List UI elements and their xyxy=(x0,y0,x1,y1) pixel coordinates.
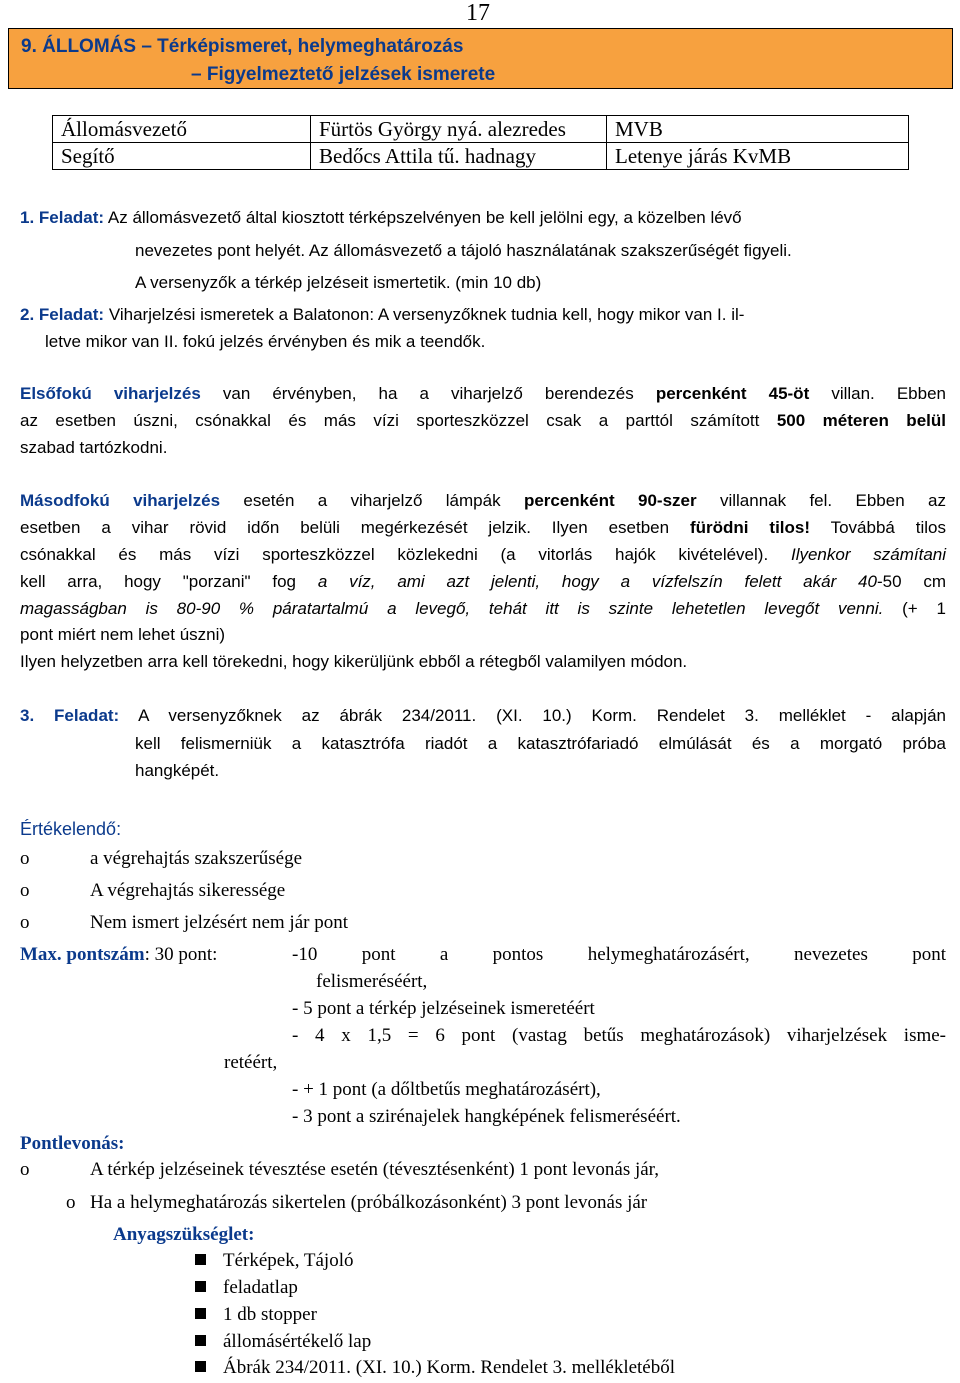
para1-text1: van érvényben, ha a viharjelző berendezés xyxy=(222,384,634,403)
page-number: 17 xyxy=(466,0,490,26)
list-item xyxy=(20,846,302,872)
square-bullet-icon xyxy=(195,1308,206,1319)
staff-name: Bedőcs Attila tű. hadnagy xyxy=(311,143,607,170)
deductions-title: Pontlevonás: xyxy=(20,1133,125,1154)
deduction-item: A térkép jelzéseinek tévesztése esetén (tévesztésenként) 1 pont levonás jár, xyxy=(90,1159,659,1180)
list-item xyxy=(20,1157,659,1183)
task3-line3: hangképét. xyxy=(135,761,220,780)
para2-line6: pont miért nem lehet úszni) xyxy=(20,625,226,644)
para1-bold2: percenként 45-öt xyxy=(655,384,810,403)
deduction-item: Ha a helymeghatározás sikertelen (próbálkozásonként) 3 pont levonás jár xyxy=(90,1192,648,1213)
list-item xyxy=(66,1190,647,1216)
staff-org: Letenye járás KvMB xyxy=(607,143,909,170)
task1 xyxy=(20,205,742,231)
square-bullet-icon xyxy=(195,1335,206,1346)
para2-line3 xyxy=(20,542,946,568)
station-title: 9. ÁLLOMÁS – Térképismeret, helymeghatározás xyxy=(21,36,464,57)
max-line1: -10 pont a pontos helymeghatározásért, nevezetes pont xyxy=(292,944,946,965)
task2-label: 2. Feladat: xyxy=(20,305,105,324)
bullet-marker: o xyxy=(20,1159,30,1180)
station-subtitle: – Figyelmeztető jelzések ismerete xyxy=(191,64,496,85)
max-line4: - + 1 pont (a dőltbetűs meghatározásért), xyxy=(292,1079,601,1100)
para1-bold3: 500 méteren belül xyxy=(776,411,946,430)
material-item: 1 db stopper xyxy=(223,1304,317,1325)
para2-text7: -50 cm xyxy=(876,572,946,591)
evaluation-title: Értékelendő: xyxy=(20,819,122,839)
para2-bold2: percenként 90-szer xyxy=(523,491,697,510)
para2-italic1: Ilyenkor számítani xyxy=(790,545,947,564)
para2-line1 xyxy=(20,488,946,514)
para2-line5 xyxy=(20,596,946,622)
task2 xyxy=(20,302,744,328)
square-bullet-icon xyxy=(195,1361,206,1372)
staff-role: Állomásvezető xyxy=(53,116,311,143)
task3-line2: kell felismerniük a katasztrófa riadót a katasztrófariadó elmúlását és a morgató próba xyxy=(135,734,946,753)
task2-line2: letve mikor van II. fokú jelzés érvényben és mik a teendők. xyxy=(45,332,486,351)
para2-text2: villannak fel. Ebben az xyxy=(719,491,946,510)
list-item xyxy=(20,910,348,936)
task2-line1: Viharjelzési ismeretek a Balatonon: A versenyzőknek tudnia kell, hogy mikor van I. il- xyxy=(108,305,745,324)
list-item xyxy=(195,1248,354,1274)
para1-text3: az esetben úszni, csónakkal és más vízi sporteszközzel csak a parttól számított xyxy=(20,411,760,430)
list-item xyxy=(195,1275,298,1301)
para2-line2 xyxy=(20,515,946,541)
para2-text6: kell arra, hogy "porzani" fog xyxy=(20,572,296,591)
bullet-marker: o xyxy=(66,1192,76,1213)
max-points-text: : 30 pont: xyxy=(144,944,218,965)
staff-name: Fürtös György nyá. alezredes xyxy=(311,116,607,143)
material-item: feladatlap xyxy=(223,1277,298,1298)
materials-title: Anyagszükséglet: xyxy=(113,1224,255,1245)
task3-label: 3. Feladat: xyxy=(20,706,120,725)
table-row xyxy=(53,143,909,170)
para1-bold1: Elsőfokú viharjelzés xyxy=(20,384,201,403)
material-item: Térképek, Tájoló xyxy=(223,1250,354,1271)
para2-italic2: a víz, ami azt jelenti, hogy a vízfelszín felett akár 40 xyxy=(317,572,877,591)
para2-line4 xyxy=(20,569,946,595)
max-line1b: felismeréséért, xyxy=(316,971,428,992)
bullet-marker: o xyxy=(20,912,30,933)
square-bullet-icon xyxy=(195,1281,206,1292)
para2-text1: esetén a viharjelző lámpák xyxy=(243,491,501,510)
staff-role: Segítő xyxy=(53,143,311,170)
max-line3: - 4 x 1,5 = 6 pont (vastag betűs meghatározások) viharjelzések isme- xyxy=(292,1025,946,1046)
staff-table xyxy=(52,115,909,170)
task1-line3: A versenyzők a térkép jelzéseit ismertetik. (min 10 db) xyxy=(135,273,542,292)
para2-text8: (+ 1 xyxy=(902,599,946,618)
para2-line7: Ilyen helyzetben arra kell törekedni, hogy kikerüljünk ebből a rétegből valamilyen módon. xyxy=(20,652,688,671)
material-item: Ábrák 234/2011. (XI. 10.) Korm. Rendelet 3. mellékletéből xyxy=(223,1357,676,1378)
evaluation-item: a végrehajtás szakszerűsége xyxy=(90,848,303,869)
para2-text5: csónakkal és más vízi sporteszközzel közlekedni (a vitorlás hajók kivételével). xyxy=(20,545,769,564)
para1-text2: villan. Ebben xyxy=(831,384,947,403)
para2-italic3: magasságban is 80-90 % páratartalmú a levegő, tehát itt is szinte lehetetlen levegőt venni. xyxy=(20,599,884,618)
table-row xyxy=(53,116,909,143)
list-item xyxy=(195,1355,675,1381)
bullet-marker: o xyxy=(20,880,30,901)
max-line2: - 5 pont a térkép jelzéseinek ismeretéért xyxy=(292,998,595,1019)
evaluation-item: A végrehajtás sikeressége xyxy=(90,880,286,901)
para1-line2 xyxy=(20,408,946,434)
para2-bold3: fürödni tilos! xyxy=(689,518,811,537)
para1-line1 xyxy=(20,381,946,407)
task1-line2: nevezetes pont helyét. Az állomásvezető a tájoló használatának szakszerűségét figyeli. xyxy=(135,241,792,260)
list-item xyxy=(195,1329,371,1355)
list-item xyxy=(20,878,285,904)
task3 xyxy=(20,703,946,729)
task3-line1: A versenyzőknek az ábrák 234/2011. (XI. 10.) Korm. Rendelet 3. melléklet - alapján xyxy=(138,706,946,725)
max-points-bold: Max. pontszám xyxy=(20,944,145,965)
para2-text3: esetben a vihar rövid időn belüli megérkezését jelzik. Ilyen esetben xyxy=(20,518,670,537)
square-bullet-icon xyxy=(195,1254,206,1265)
max-line3b: retéért, xyxy=(224,1052,278,1073)
max-line5: - 3 pont a szirénajelek hangképének felismeréséért. xyxy=(292,1106,681,1127)
para2-bold1: Másodfokú viharjelzés xyxy=(20,491,221,510)
list-item xyxy=(195,1302,317,1328)
max-points-label xyxy=(20,942,217,968)
station-header xyxy=(8,28,953,89)
task1-line1: Az állomásvezető által kiosztott térképszelvényen be kell jelölni egy, a közelben lévő xyxy=(107,208,742,227)
material-item: állomásértékelő lap xyxy=(223,1331,372,1352)
para2-text4: Továbbá tilos xyxy=(830,518,946,537)
staff-org: MVB xyxy=(607,116,909,143)
bullet-marker: o xyxy=(20,848,30,869)
evaluation-item: Nem ismert jelzésért nem jár pont xyxy=(90,912,348,933)
para1-line3: szabad tartózkodni. xyxy=(20,438,168,457)
task1-label: 1. Feladat: xyxy=(20,208,105,227)
